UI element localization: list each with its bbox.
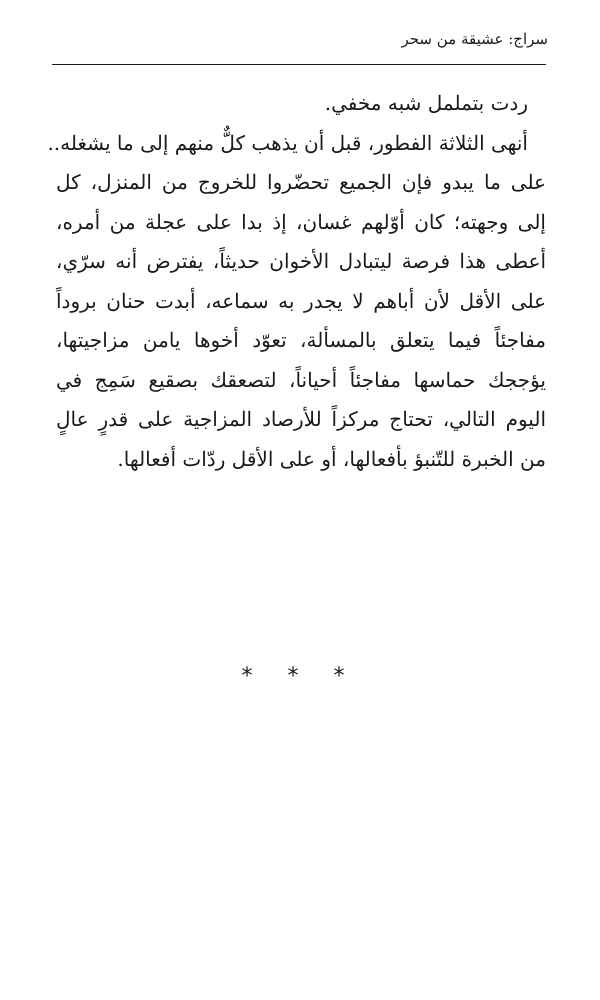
text-line: ردت بتململ شبه مخفي. <box>324 91 528 115</box>
text-line: يؤججك حماسها مفاجئاً أحياناً، لتصعقك بصقيع سَمِج في <box>56 367 546 392</box>
header-rule <box>52 64 546 65</box>
text-line: أعطى هذا فرصة ليتبادل الأخوان حديثاً، يفترض أنه سرّي، <box>56 249 546 273</box>
body-text <box>47 84 546 479</box>
scene-break-asterisks: * * * <box>241 664 359 689</box>
text-line: أنهى الثلاثة الفطور، قبل أن يذهب كلٌّ منهم إلى ما يشغله.. <box>47 130 528 155</box>
text-line: مفاجئاً فيما يتعلق بالمسألة، تعوّد أخوها يامن مزاجيتها، <box>56 328 546 352</box>
text-line: على الأقل لأن أباهم لا يجدر به سماعه، أبدت حنان بروداً <box>56 288 546 313</box>
text-line: اليوم التالي، تحتاج مركزاً للأرصاد المزاجية على قدرٍ عالٍ <box>56 407 546 431</box>
text-line: من الخبرة للتّنبؤ بأفعالها، أو على الأقل ردّات أفعالها. <box>117 446 546 471</box>
running-header: سراج: عشيقة من سحر <box>401 30 548 48</box>
text-line: على ما يبدو فإن الجميع تحضّروا للخروج من المنزل، كل <box>56 170 546 194</box>
text-line: إلى وجهته؛ كان أوّلهم غسان، إذ بدا على عجلة من أمره، <box>56 209 546 234</box>
